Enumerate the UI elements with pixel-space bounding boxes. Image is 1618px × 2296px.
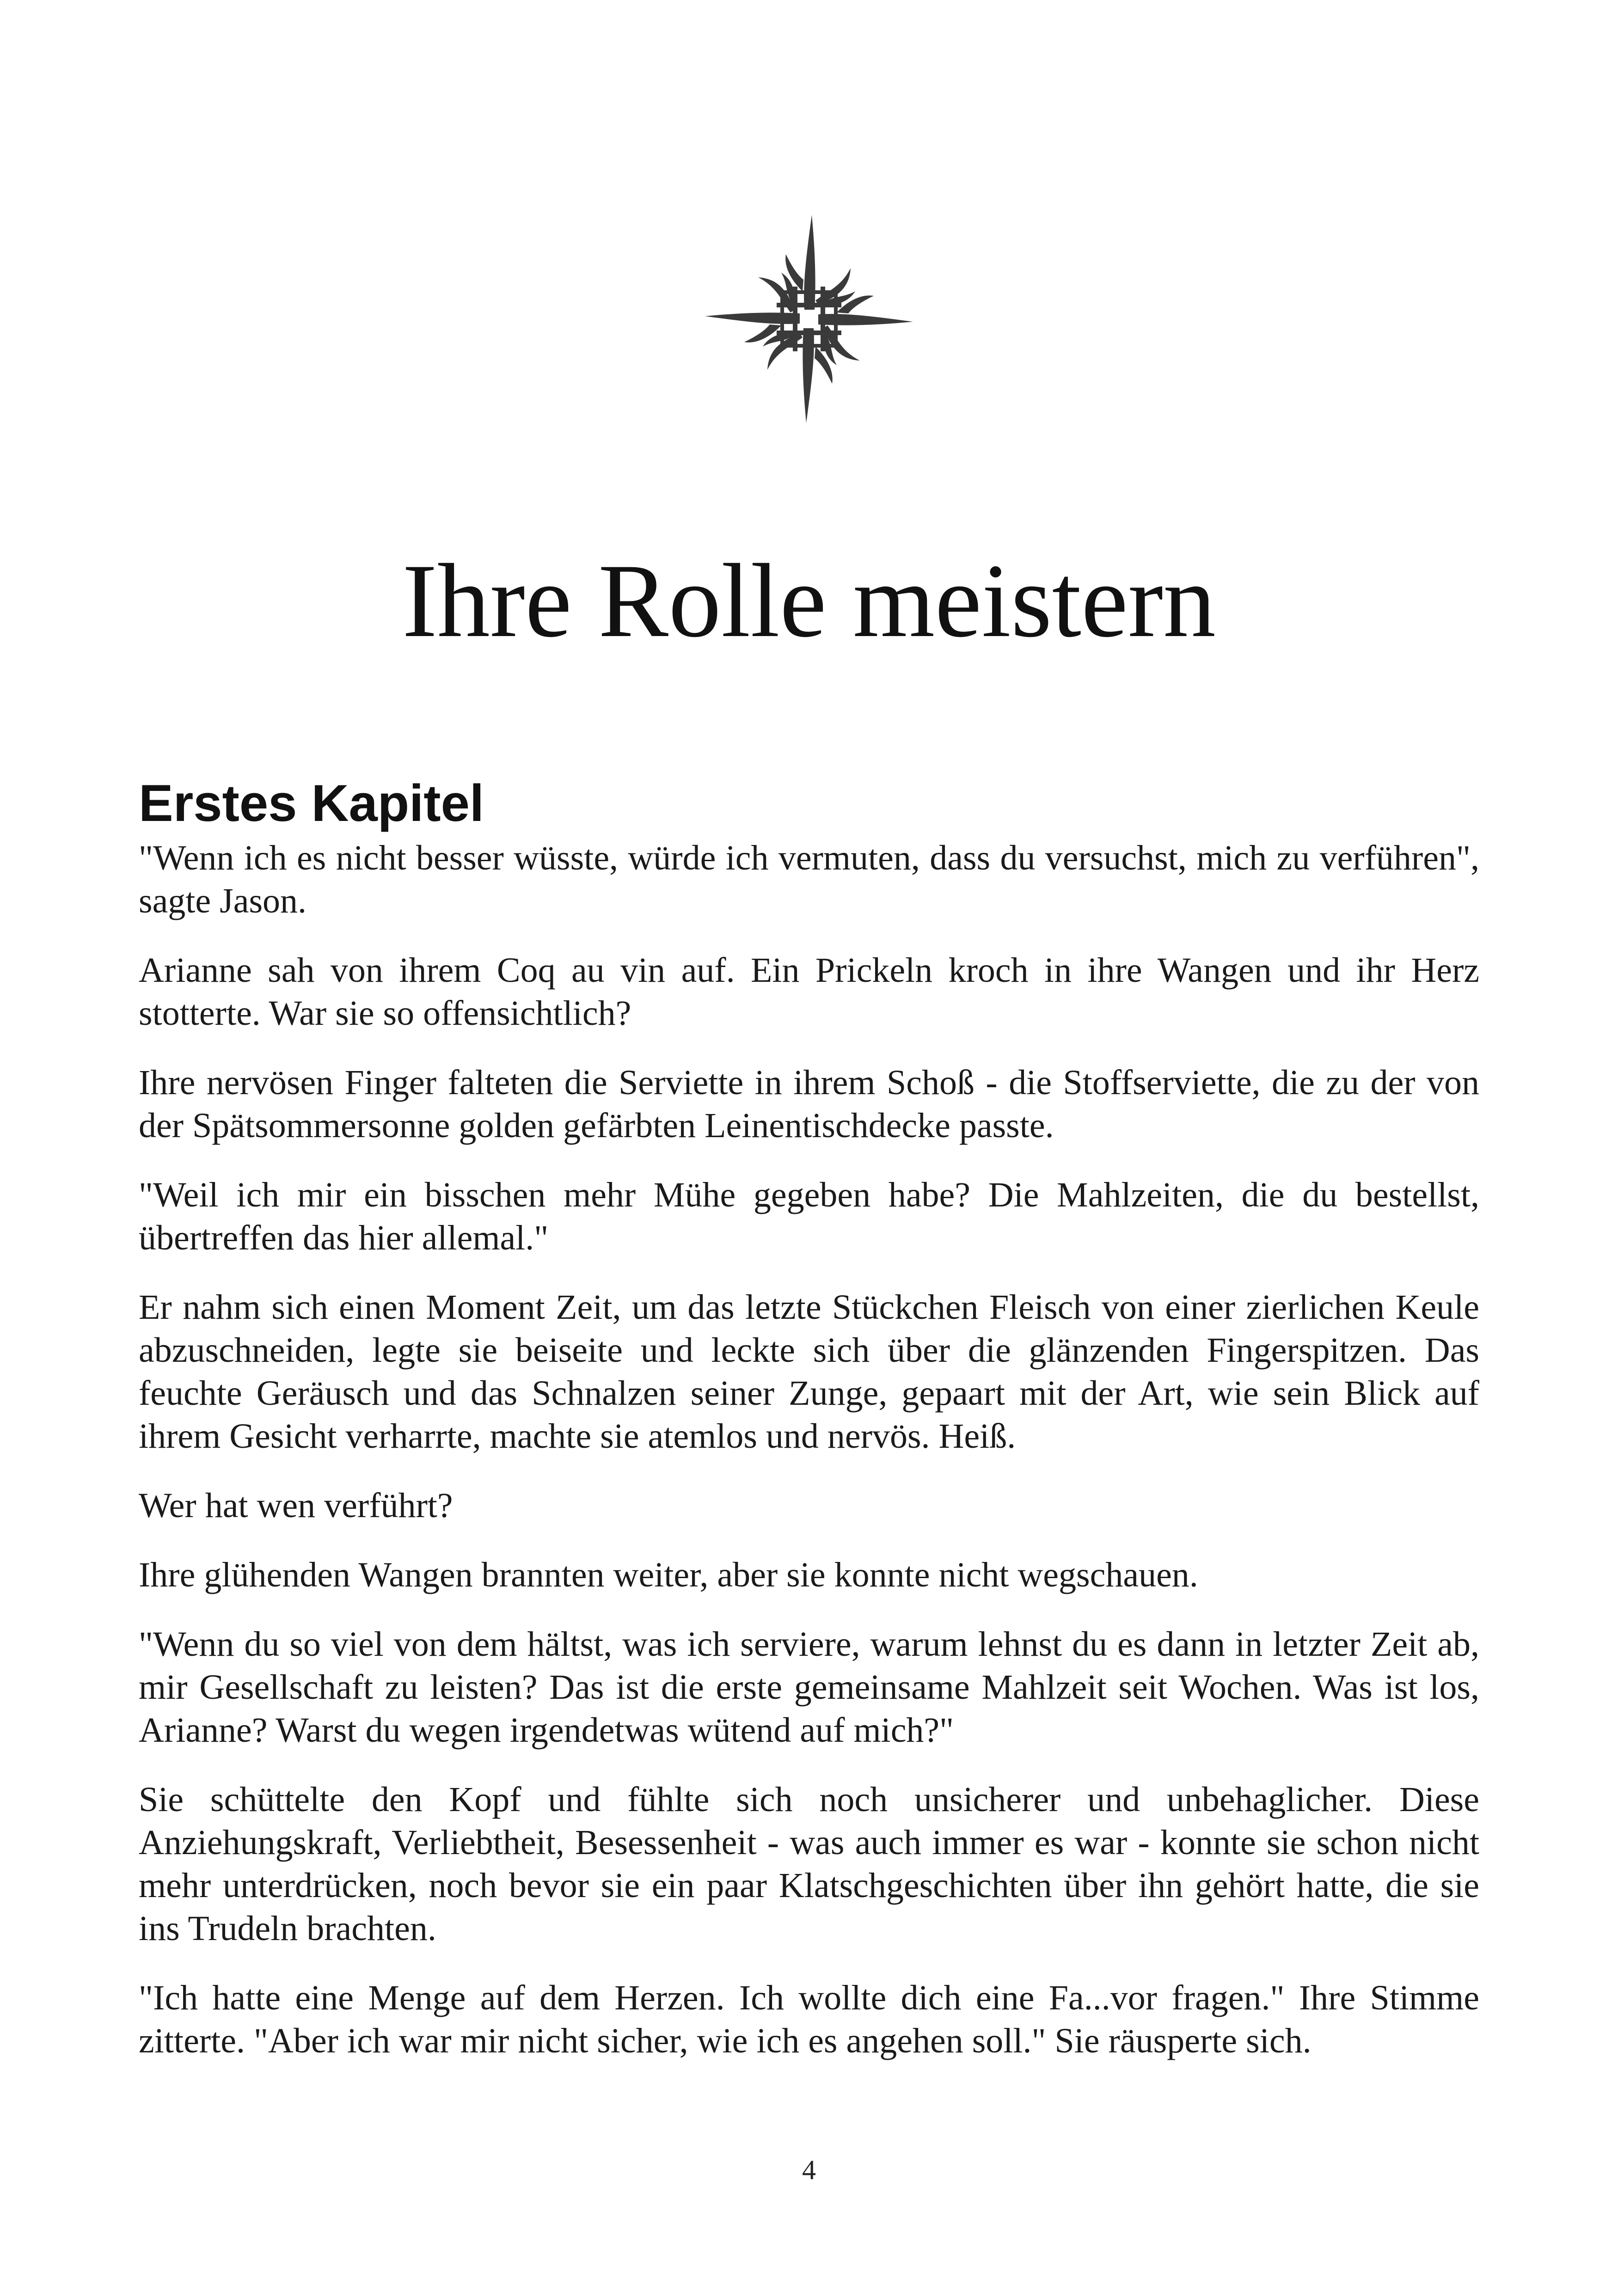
cross-flourish-ornament-icon — [703, 210, 915, 428]
paragraph: Ihre glühenden Wangen brannten weiter, aber sie konnte nicht wegschauen. — [139, 1555, 1198, 1594]
page-number: 4 — [802, 2155, 816, 2185]
paragraph: Arianne sah von ihrem Coq au vin auf. Ein Prickeln kroch in ihre Wangen und ihr Herz stotterte. War sie so offensichtlich? — [139, 951, 1479, 1033]
chapter-heading: Erstes Kapitel — [139, 774, 484, 832]
paragraph: Er nahm sich einen Moment Zeit, um das letzte Stückchen Fleisch von einer zierlichen Keule abzuschneiden, legte sie beiseite und leckte sich über die glänzenden Fingerspitzen. Das feuchte Geräusch und das Schnalzen seiner Zunge, gepaart mit der Art, wie sein Blick auf ihrem Gesicht verharrte, machte sie atemlos und nervös. Heiß. — [139, 1288, 1479, 1456]
page-title: Ihre Rolle meistern — [402, 543, 1216, 659]
body-text — [139, 837, 1479, 2089]
paragraph: Ihre nervösen Finger falteten die Serviette in ihrem Schoß - die Stoffserviette, die zu der von der Spätsommersonne golden gefärbten Leinentischdecke passte. — [139, 1063, 1479, 1145]
paragraph: "Wenn ich es nicht besser wüsste, würde ich vermuten, dass du versuchst, mich zu verführen", sagte Jason. — [139, 839, 1479, 920]
paragraph: "Ich hatte eine Menge auf dem Herzen. Ich wollte dich eine Fa...vor fragen." Ihre Stimme zitterte. "Aber ich war mir nicht sicher, wie ich es angehen soll." Sie räusperte sich. — [139, 1978, 1479, 2060]
paragraph: "Wenn du so viel von dem hältst, was ich serviere, warum lehnst du es dann in letzter Zeit ab, mir Gesellschaft zu leisten? Das ist die erste gemeinsame Mahlzeit seit Wochen. Was ist los, Arianne? Warst du wegen irgendetwas wütend auf mich?" — [139, 1625, 1479, 1750]
paragraph: Sie schüttelte den Kopf und fühlte sich noch unsicherer und unbehaglicher. Diese Anziehungskraft, Verliebtheit, Besessenheit - was auch immer es war - konnte sie schon nicht mehr unterdrücken, noch bevor sie ein paar Klatschgeschichten über ihn gehört hatte, die sie ins Trudeln brachten. — [139, 1780, 1479, 1948]
paragraph: Wer hat wen verführt? — [139, 1486, 453, 1525]
paragraph: "Weil ich mir ein bisschen mehr Mühe gegeben habe? Die Mahlzeiten, die du bestellst, übertreffen das hier allemal." — [139, 1176, 1479, 1257]
